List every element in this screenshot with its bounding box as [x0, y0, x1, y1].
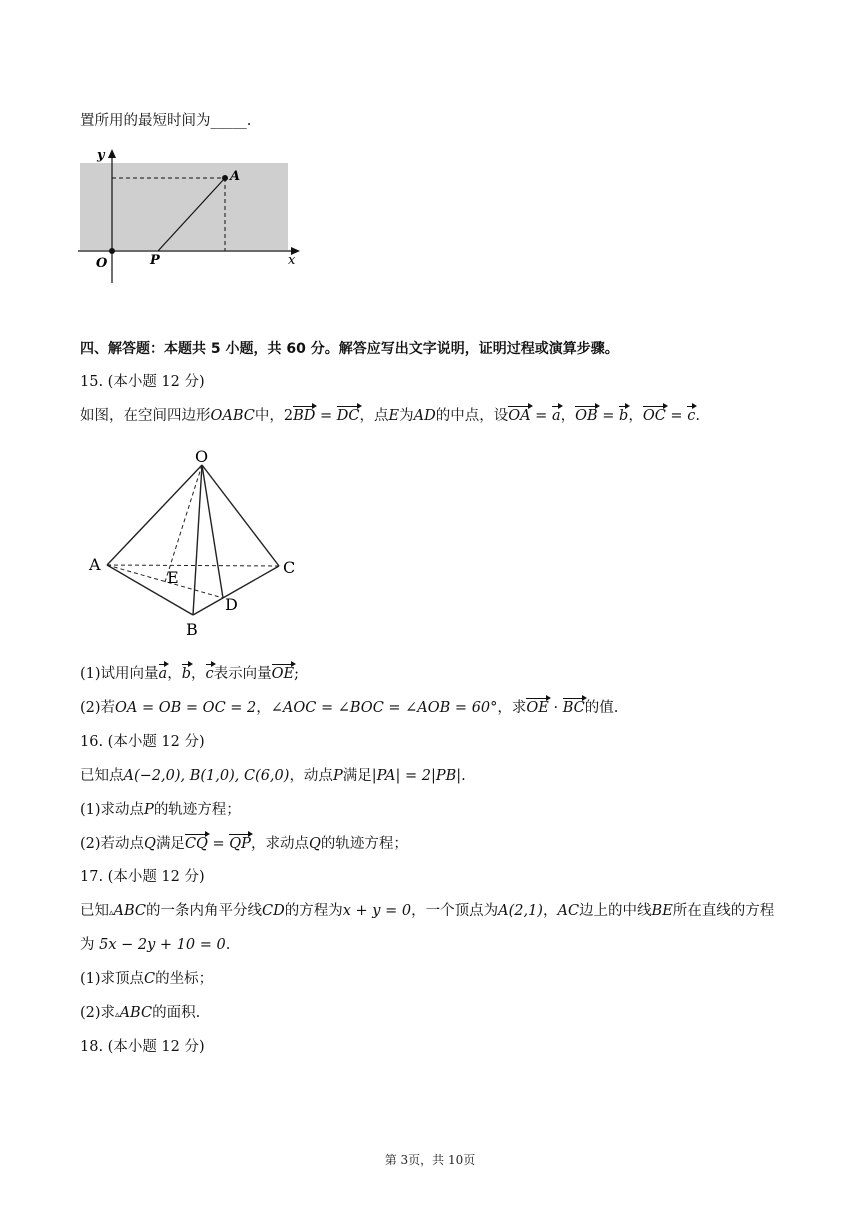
edge-OD — [202, 465, 223, 598]
tetrahedron-figure — [85, 445, 310, 640]
q16-part2: (2)若动点Q满足CQ = QP，求动点Q的轨迹方程； — [80, 836, 408, 852]
section-heading: 四、解答题：本题共 5 小题，共 60 分。解答应写出文字说明，证明过程或演算步骤。 — [80, 341, 619, 357]
q16-stem: 已知点A(−2,0), B(1,0), C(6,0)，动点P满足|PA| = 2|PB|. — [80, 768, 466, 784]
q15-part1: (1)试用向量a，b，c表示向量OE; — [80, 666, 299, 682]
vertex-O: O — [195, 447, 209, 466]
question-tail-line: 置所用的最短时间为_____. — [80, 113, 252, 129]
A-label: A — [230, 169, 241, 184]
O-label: O — [96, 256, 108, 271]
P-label: P — [150, 253, 160, 268]
edge-OA — [107, 465, 202, 565]
vertex-C: C — [283, 558, 296, 577]
q17-number: 17. (本小题 12 分) — [80, 869, 205, 885]
y-axis-arrow — [108, 149, 116, 158]
coordinate-figure — [78, 145, 308, 285]
shaded-region — [80, 163, 288, 250]
point-O — [109, 248, 115, 254]
q15-stem: 如图，在空间四边形OABC中，2BD = DC，点E为AD的中点，设OA = a，OB = b，OC = c. — [80, 408, 700, 424]
q16-part1: (1)求动点P的轨迹方程； — [80, 802, 241, 818]
vertex-B: B — [186, 620, 198, 639]
point-E: E — [167, 568, 179, 587]
y-label: y — [97, 148, 105, 163]
point-A — [222, 175, 228, 181]
vertex-A: A — [89, 555, 101, 574]
q15-part2: (2)若OA = OB = OC = 2，∠AOC = ∠BOC = ∠AOB = 60°，求OE · BC的值. — [80, 700, 619, 716]
q16-number: 16. (本小题 12 分) — [80, 734, 205, 750]
edge-OB — [193, 465, 202, 615]
edge-AB — [107, 565, 193, 615]
q17-part2: (2)求▵ABC的面积. — [80, 1005, 201, 1021]
edge-AC-hidden — [107, 565, 279, 566]
x-label: x — [288, 253, 296, 268]
q17-stem-line1: 已知▵ABC的一条内角平分线CD的方程为x + y = 0，一个顶点为A(2,1)，AC边上的中线BE所在直线的方程 — [80, 903, 775, 919]
edge-OC — [202, 465, 279, 566]
q15-number: 15. (本小题 12 分) — [80, 374, 205, 390]
q17-stem-line2: 为 5x − 2y + 10 = 0. — [80, 937, 231, 953]
page-footer: 第 3页，共 10页 — [384, 1153, 476, 1167]
q17-part1: (1)求顶点C的坐标； — [80, 971, 214, 987]
q18-number: 18. (本小题 12 分) — [80, 1039, 205, 1055]
vertex-D: D — [225, 595, 238, 614]
